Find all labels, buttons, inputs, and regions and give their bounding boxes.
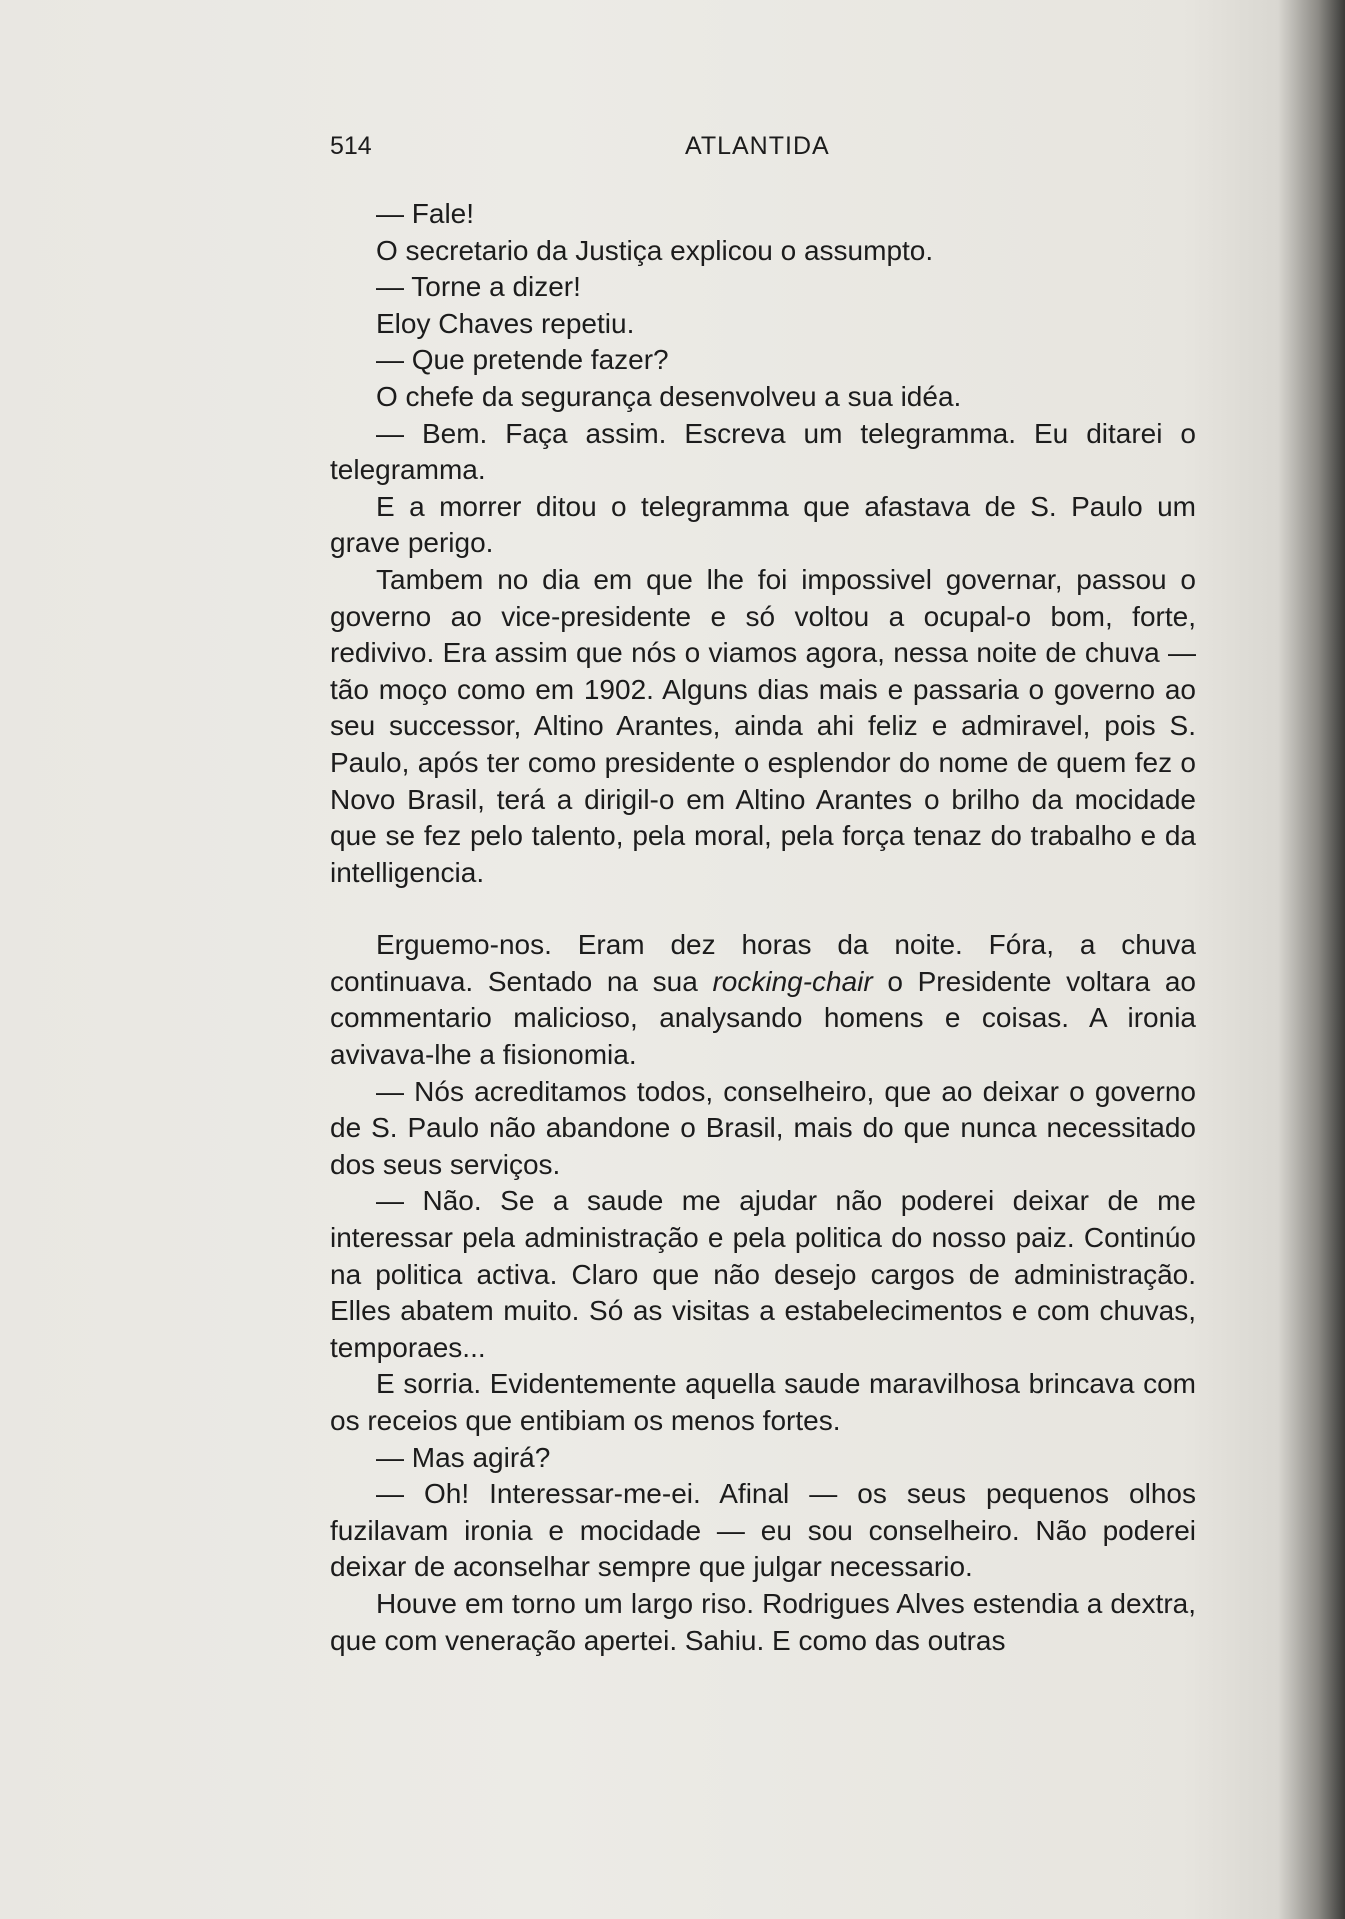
page-header <box>330 132 1192 172</box>
paragraph <box>330 927 1196 1073</box>
paragraph-text: Erguemo-nos. Eram dez horas da noite. Fóra, a chuva continuava. Sentado na sua <box>330 929 1196 997</box>
paragraph: Houve em torno um largo riso. Rodrigues Alves estendia a dextra, que com veneração apertei. Sahiu. E como das outras <box>330 1587 1196 1656</box>
running-title: ATLANTIDA <box>685 132 830 160</box>
paragraph-text: o Presidente voltara ao commentario malicioso, analysando homens e coisas. A ironia avivava-lhe a fisionomia. <box>330 965 1196 1071</box>
paragraph: — Torne a dizer! <box>376 271 581 303</box>
paragraph: — Fale! <box>376 198 475 229</box>
body-text <box>330 196 1196 1659</box>
paragraph: — Mas agirá? <box>376 1441 551 1473</box>
paragraph: Eloy Chaves repetiu. <box>376 307 635 339</box>
paragraph: — Não. Se a saude me ajudar não poderei deixar de me interessar pela administração e pela politica do nosso paiz. Continúo na politica activa. Claro que não desejo cargos de administração. Elles abatem muito. Só as visitas a estabelecimentos e com chuvas, temporaes... <box>330 1185 1196 1363</box>
paragraph: E a morrer ditou o telegramma que afastava de S. Paulo um grave perigo. <box>330 490 1196 559</box>
paragraph: E sorria. Evidentemente aquella saude maravilhosa brincava com os receios que entibiam os menos fortes. <box>330 1368 1196 1436</box>
paragraph: — Oh! Interessar-me-ei. Afinal — os seus pequenos olhos fuzilavam ironia e mocidade — eu sou conselheiro. Não poderei deixar de aconselhar sempre que julgar necessario. <box>330 1478 1196 1583</box>
paragraph: — Que pretende fazer? <box>376 344 669 376</box>
paragraph: — Bem. Faça assim. Escreva um telegramma. Eu ditarei o telegramma. <box>330 417 1196 486</box>
paragraph: — Nós acreditamos todos, conselheiro, que ao deixar o governo de S. Paulo não abandone o Brasil, mais do que nunca necessitado dos seus serviços. <box>330 1075 1196 1180</box>
paragraph: O chefe da segurança desenvolveu a sua idéa. <box>376 380 962 412</box>
paragraph: O secretario da Justiça explicou o assumpto. <box>376 234 934 266</box>
paragraph: Tambem no dia em que lhe foi impossivel governar, passou o governo ao vice-presidente e só voltou a ocupal-o bom, forte, redivivo. Era assim que nós o viamos agora, nessa noite de chuva — tão moço como em 1902. Alguns dias mais e passaria o governo ao seu successor, Altino Arantes, ainda ahi feliz e admiravel, pois S. Paulo, após ter como presidente o esplendor do nome de quem fez o Novo Brasil, terá a dirigil-o em Altino Arantes o brilho da mocidade que se fez pelo talento, pela moral, pela força tenaz do trabalho e da intelligencia. <box>330 563 1196 888</box>
page-number: 514 <box>330 132 372 160</box>
italic-term: rocking-chair <box>712 965 873 997</box>
